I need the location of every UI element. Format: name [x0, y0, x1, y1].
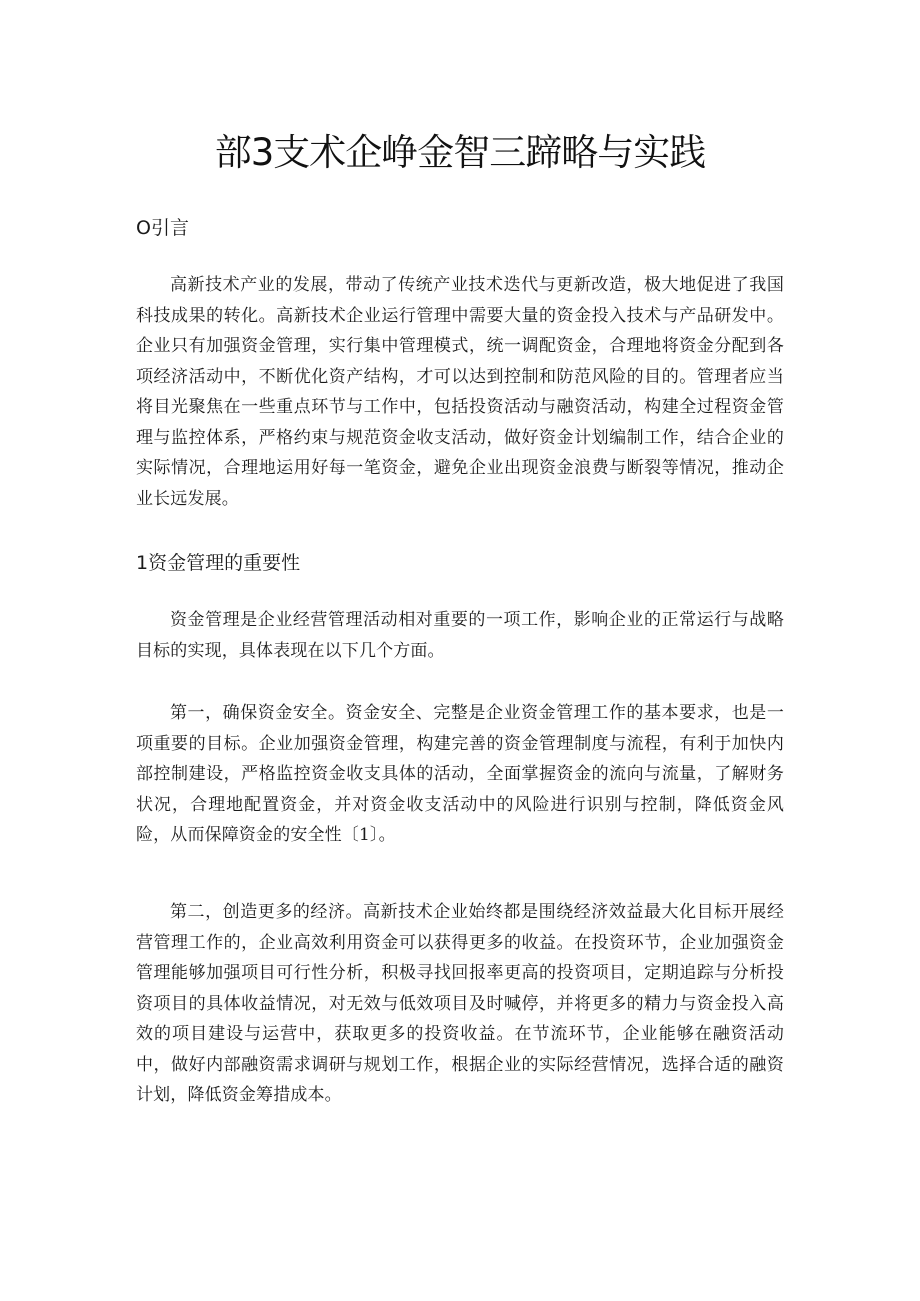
paragraph-importance-intro: 资金管理是企业经营管理活动相对重要的一项工作，影响企业的正常运行与战略目标的实现，具体表现在以下几个方面。 [136, 610, 784, 661]
document-title: 部3支术企峥金智三蹄略与实践 [214, 131, 706, 174]
paragraph-introduction: 高新技术产业的发展，带动了传统产业技术迭代与更新改造，极大地促进了我国科技成果的转化。高新技术企业运行管理中需要大量的资金投入技术与产品研发中。企业只有加强资金管理，实行集中管理模式，统一调配资金，合理地将资金分配到各项经济活动中，不断优化资产结构，才可以达到控制和防范风险的目的。管理者应当将目光聚焦在一些重点环节与工作中，包括投资活动与融资活动，构建全过程资金管理与监控体系，严格约束与规范资金收支活动，做好资金计划编制工作，结合企业的实际情况，合理地运用好每一笔资金，避免企业出现资金浪费与断裂等情况，推动企业长远发展。 [136, 275, 784, 509]
paragraph-first-point: 第一，确保资金安全。资金安全、完整是企业资金管理工作的基本要求，也是一项重要的目标。企业加强资金管理，构建完善的资金管理制度与流程，有利于加快内部控制建设，严格监控资金收支具体的活动，全面掌握资金的流向与流量，了解财务状况，合理地配置资金，并对资金收支活动中的风险进行识别与控制，降低资金风险，从而保障资金的安全性〔1〕。 [136, 703, 784, 845]
section-heading-importance: 1资金管理的重要性 [136, 552, 301, 574]
section-heading-introduction: O引言 [136, 217, 189, 239]
paragraph-second-point: 第二，创造更多的经济。高新技术企业始终都是围绕经济效益最大化目标开展经营管理工作的，企业高效利用资金可以获得更多的收益。在投资环节，企业加强资金管理能够加强项目可行性分析，积极寻找回报率更高的投资项目，定期追踪与分析投资项目的具体收益情况，对无效与低效项目及时喊停，并将更多的精力与资金投入高效的项目建设与运营中，获取更多的投资收益。在节流环节，企业能够在融资活动中，做好内部融资需求调研与规划工作，根据企业的实际经营情况，选择合适的融资计划，降低资金筹措成本。 [136, 902, 784, 1105]
